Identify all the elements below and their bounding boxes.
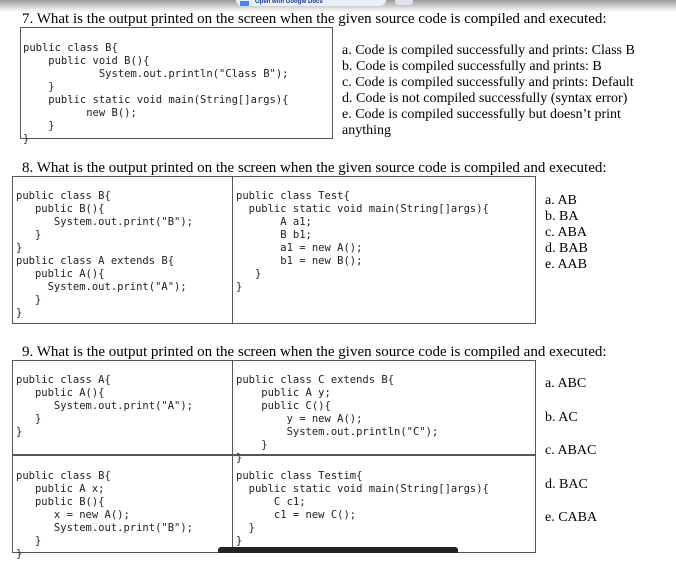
code-line: public B(){ (16, 203, 105, 215)
code-line: } (23, 133, 30, 145)
code-line: } (236, 281, 243, 293)
q9-option-a[interactable]: a. ABC (545, 376, 587, 391)
code-line: System.out.println("C"); (236, 426, 439, 438)
code-line: a1 = new A(); (236, 242, 363, 254)
q7-code (23, 29, 289, 159)
code-line: public static void main(String[]args){ (236, 483, 489, 495)
code-line: new B(); (23, 107, 137, 119)
q7-question: 7. What is the output printed on the screen when the given source code is compiled and executed: (22, 11, 607, 27)
code-line: } (16, 229, 42, 241)
code-line: } (236, 452, 243, 464)
q8-option-c[interactable]: c. ABA (545, 225, 587, 240)
code-line: B b1; (236, 229, 312, 241)
q9-option-b[interactable]: b. AC (545, 410, 578, 425)
code-line: public class B{ (23, 42, 118, 54)
q7-option-e-cont: anything (342, 123, 391, 138)
code-line: } (236, 268, 262, 280)
q8-option-d[interactable]: d. BAB (545, 241, 588, 256)
code-line: x = new A(); (16, 509, 130, 521)
code-line: C c1; (236, 496, 306, 508)
open-with-google-docs-button[interactable] (236, 0, 386, 6)
q9-code-b (16, 457, 193, 574)
q8-option-e[interactable]: e. AAB (545, 257, 587, 272)
code-line: public class B{ (16, 470, 111, 482)
code-line: System.out.print("B"); (16, 522, 194, 534)
q8-option-b[interactable]: b. BA (545, 209, 579, 224)
code-line: public A x; (16, 483, 105, 495)
q9-code-a (16, 361, 193, 452)
code-line: public A(){ (16, 387, 105, 399)
open-with-label: Open with Google Docs (255, 0, 323, 5)
q9-option-d[interactable]: d. BAC (545, 477, 588, 492)
q7-option-e[interactable]: e. Code is compiled successfully but doesn’t print (342, 107, 621, 122)
viewer-bottom-toolbar[interactable] (218, 547, 458, 553)
code-line: } (16, 426, 23, 438)
code-line: System.out.println("Class B"); (23, 68, 289, 80)
code-line: public A y; (236, 387, 331, 399)
code-line: } (16, 535, 42, 547)
code-line: } (23, 81, 55, 93)
code-line: } (16, 413, 42, 425)
code-line: public class Test{ (236, 190, 350, 202)
code-line: public C(){ (236, 400, 331, 412)
code-line: System.out.print("A"); (16, 400, 194, 412)
code-line: System.out.print("B"); (16, 216, 194, 228)
code-line: public void B(){ (23, 55, 150, 67)
q7-options (342, 43, 635, 139)
code-line: } (236, 535, 243, 547)
q7-option-b[interactable]: b. Code is compiled successfully and prints: B (342, 59, 602, 74)
code-line: } (16, 294, 42, 306)
code-line: public class B{ (16, 190, 111, 202)
q7-option-d[interactable]: d. Code is not compiled successfully (syntax error) (342, 91, 628, 106)
code-line: A a1; (236, 216, 312, 228)
code-line: } (16, 548, 23, 560)
q8-code-right (236, 177, 489, 307)
code-line: b1 = new B(); (236, 255, 363, 267)
code-line: public static void main(String[]args){ (23, 94, 289, 106)
q9-option-e[interactable]: e. CABA (545, 510, 598, 525)
google-docs-icon (240, 1, 249, 6)
code-line: } (236, 439, 268, 451)
code-line: } (16, 307, 23, 319)
code-line: public class C extends B{ (236, 374, 395, 386)
q8-option-a[interactable]: a. AB (545, 193, 577, 208)
q8-question: 8. What is the output printed on the screen when the given source code is compiled and executed: (22, 160, 607, 176)
code-line: } (16, 242, 23, 254)
code-line: y = new A(); (236, 413, 363, 425)
code-line: public A(){ (16, 268, 105, 280)
code-line: public class A{ (16, 374, 111, 386)
code-line: public class A extends B{ (16, 255, 175, 267)
open-with-dropdown-button[interactable] (395, 0, 413, 5)
q9-option-c[interactable]: c. ABAC (545, 443, 597, 458)
q9-code-test (236, 457, 489, 561)
code-line: public B(){ (16, 496, 105, 508)
q9-question: 9. What is the output printed on the screen when the given source code is compiled and executed: (22, 344, 607, 360)
q7-option-a[interactable]: a. Code is compiled successfully and prints: Class B (342, 43, 635, 58)
code-line: System.out.print("A"); (16, 281, 187, 293)
code-line: public static void main(String[]args){ (236, 203, 489, 215)
code-line: c1 = new C(); (236, 509, 357, 521)
code-line: } (23, 120, 55, 132)
q8-options (545, 193, 588, 273)
q8-code-left (16, 177, 193, 333)
code-line: } (236, 522, 255, 534)
code-line: public class Testim{ (236, 470, 363, 482)
q7-option-c[interactable]: c. Code is compiled successfully and prints: Default (342, 75, 634, 90)
